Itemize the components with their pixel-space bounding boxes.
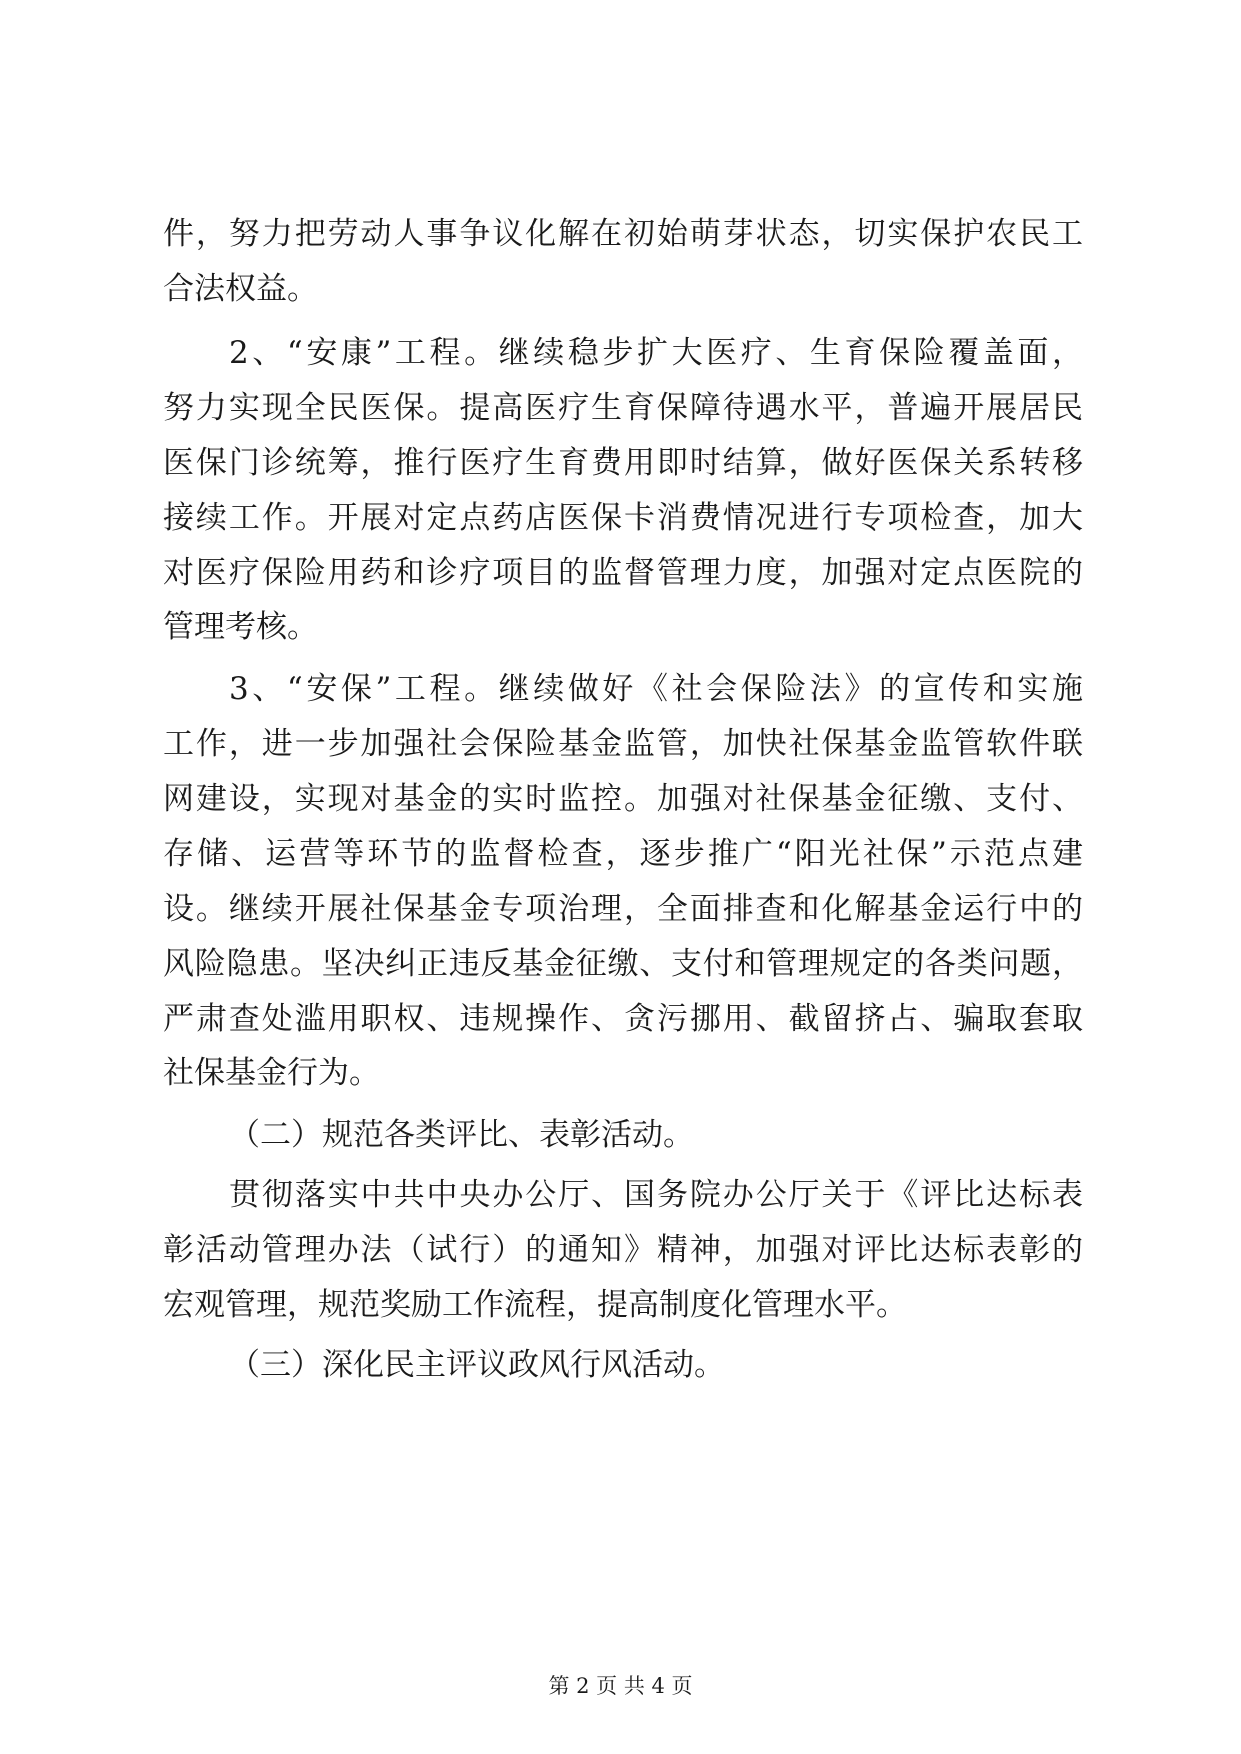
body-text-line: 风险隐患。坚决纠正违反基金征缴、支付和管理规定的各类问题， <box>163 946 1083 982</box>
body-text-line: 对医疗保险用药和诊疗项目的监督管理力度，加强对定点医院的 <box>163 555 1083 591</box>
page-footer: 第 2 页 共 4 页 <box>548 1674 693 1698</box>
section-heading: （二）规范各类评比、表彰活动。 <box>229 1117 694 1153</box>
body-text-line: 设。继续开展社保基金专项治理，全面排查和化解基金运行中的 <box>163 891 1083 927</box>
body-text-line: 医保门诊统筹，推行医疗生育费用即时结算，做好医保关系转移 <box>163 445 1083 481</box>
body-text-line: 工作，进一步加强社会保险基金监管，加快社保基金监管软件联 <box>163 726 1083 762</box>
body-text-line: 严肃查处滥用职权、违规操作、贪污挪用、截留挤占、骗取套取 <box>163 1001 1083 1037</box>
body-text-line: 彰活动管理办法（试行）的通知》精神，加强对评比达标表彰的 <box>163 1232 1083 1268</box>
body-text-line: 合法权益。 <box>163 271 318 307</box>
body-text-line: 宏观管理，规范奖励工作流程，提高制度化管理水平。 <box>163 1287 907 1323</box>
body-text-line: 接续工作。开展对定点药店医保卡消费情况进行专项检查，加大 <box>163 500 1083 536</box>
body-text-line: 管理考核。 <box>163 609 318 645</box>
body-text-line: 努力实现全民医保。提高医疗生育保障待遇水平，普遍开展居民 <box>163 390 1083 426</box>
body-text-line: 网建设，实现对基金的实时监控。加强对社保基金征缴、支付、 <box>163 781 1083 817</box>
body-text-line: 贯彻落实中共中央办公厅、国务院办公厅关于《评比达标表 <box>229 1177 1083 1213</box>
body-text-line: 存储、运营等环节的监督检查，逐步推广“阳光社保”示范点建 <box>163 836 1083 872</box>
body-text-line: 2、“安康”工程。继续稳步扩大医疗、生育保险覆盖面， <box>229 335 1083 371</box>
body-text-line: 社保基金行为。 <box>163 1055 380 1091</box>
body-text-line: 件，努力把劳动人事争议化解在初始萌芽状态，切实保护农民工 <box>163 216 1083 252</box>
body-text-line: 3、“安保”工程。继续做好《社会保险法》的宣传和实施 <box>229 671 1083 707</box>
section-heading: （三）深化民主评议政风行风活动。 <box>229 1347 725 1383</box>
